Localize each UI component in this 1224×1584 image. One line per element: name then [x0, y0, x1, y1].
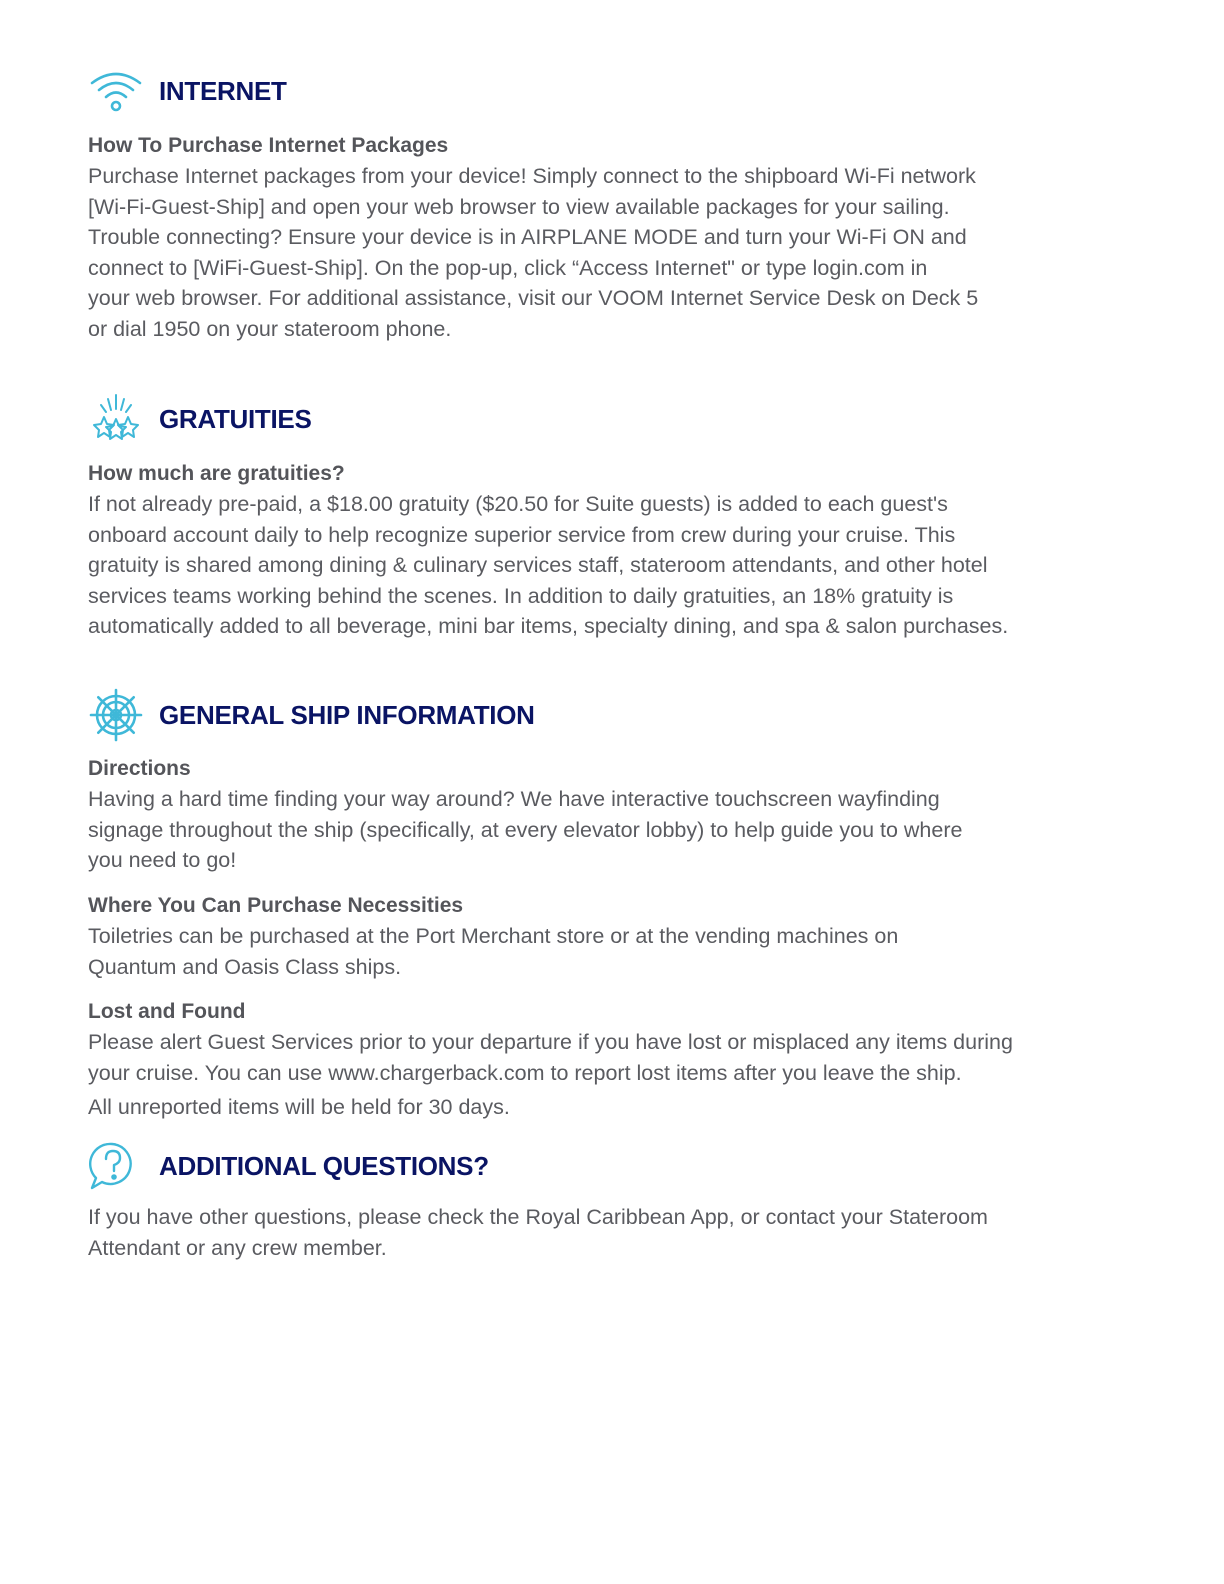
- necessities-subhead: Where You Can Purchase Necessities: [88, 894, 464, 917]
- lost-found-subhead: Lost and Found: [88, 1000, 246, 1023]
- text-line: onboard account daily to help recognize superior service from crew during your cruise. This: [88, 522, 956, 547]
- general-header: [88, 685, 535, 745]
- text-line: Quantum and Oasis Class ships.: [88, 954, 402, 979]
- text-line: [Wi-Fi-Guest-Ship] and open your web browser to view available packages for your sailing.: [88, 194, 950, 219]
- lost-found-body: [88, 1027, 1098, 1123]
- text-line: you need to go!: [88, 848, 237, 872]
- text-line: Toiletries can be purchased at the Port Merchant store or at the vending machines on: [88, 924, 899, 948]
- text-line: Trouble connecting? Ensure your device is in AIRPLANE MODE and turn your Wi-Fi ON and: [88, 225, 967, 249]
- internet-subhead: How To Purchase Internet Packages: [88, 134, 449, 157]
- questions-content: [88, 1202, 1098, 1263]
- directions-subhead: Directions: [88, 757, 191, 780]
- section-title: ADDITIONAL QUESTIONS?: [159, 1150, 489, 1181]
- necessities-content: [88, 891, 1098, 982]
- section-title: GENERAL SHIP INFORMATION: [159, 699, 535, 730]
- text-line: or dial 1950 on your stateroom phone.: [88, 316, 452, 341]
- text-line: Attendant or any crew member.: [88, 1235, 387, 1260]
- text-line: automatically added to all beverage, mini bar items, specialty dining, and spa & salon purchases.: [88, 614, 1009, 638]
- text-line: services teams working behind the scenes. In addition to daily gratuities, an 18% gratuity is: [88, 583, 954, 608]
- wifi-icon: [88, 63, 144, 119]
- text-line: Having a hard time finding your way around? We have interactive touchscreen wayfinding: [88, 787, 940, 811]
- section-title: INTERNET: [159, 75, 287, 106]
- text-line: If you have other questions, please check the Royal Caribbean App, or contact your Stateroom: [88, 1205, 988, 1229]
- text-line: gratuity is shared among dining & culinary services staff, stateroom attendants, and other hotel: [88, 553, 988, 577]
- gratuities-body: [88, 489, 1098, 642]
- gratuities-header: [88, 389, 312, 449]
- section-title: GRATUITIES: [159, 403, 312, 434]
- text-line: your cruise. You can use www.chargerback.com to report lost items after you leave the ship.: [88, 1060, 962, 1085]
- ship-wheel-icon: [88, 687, 144, 743]
- question-bubble-icon: [88, 1138, 144, 1194]
- stars-icon: [88, 391, 144, 447]
- necessities-body: [88, 921, 1098, 982]
- text-line: Please alert Guest Services prior to your departure if you have lost or misplaced any items during: [88, 1030, 1013, 1054]
- text-line: All unreported items will be held for 30 days.: [88, 1095, 510, 1119]
- text-line: If not already pre-paid, a $18.00 gratuity ($20.50 for Suite guests) is added to each guest's: [88, 492, 948, 516]
- internet-body: [88, 161, 1098, 344]
- gratuities-content: [88, 459, 1098, 642]
- internet-content: [88, 131, 1098, 344]
- questions-body: [88, 1202, 1098, 1263]
- lost-found-content: [88, 997, 1098, 1123]
- directions-body: [88, 784, 1098, 876]
- text-line: Purchase Internet packages from your device! Simply connect to the shipboard Wi-Fi network: [88, 164, 976, 188]
- text-line: your web browser. For additional assistance, visit our VOOM Internet Service Desk on Deck 5: [88, 286, 979, 310]
- gratuities-subhead: How much are gratuities?: [88, 462, 345, 485]
- text-line: connect to [WiFi-Guest-Ship]. On the pop-up, click “Access Internet" or type login.com in: [88, 255, 928, 280]
- text-line: signage throughout the ship (specifically, at every elevator lobby) to help guide you to where: [88, 817, 963, 842]
- internet-header: [88, 61, 287, 121]
- directions-content: [88, 754, 1098, 876]
- questions-header: [88, 1136, 489, 1196]
